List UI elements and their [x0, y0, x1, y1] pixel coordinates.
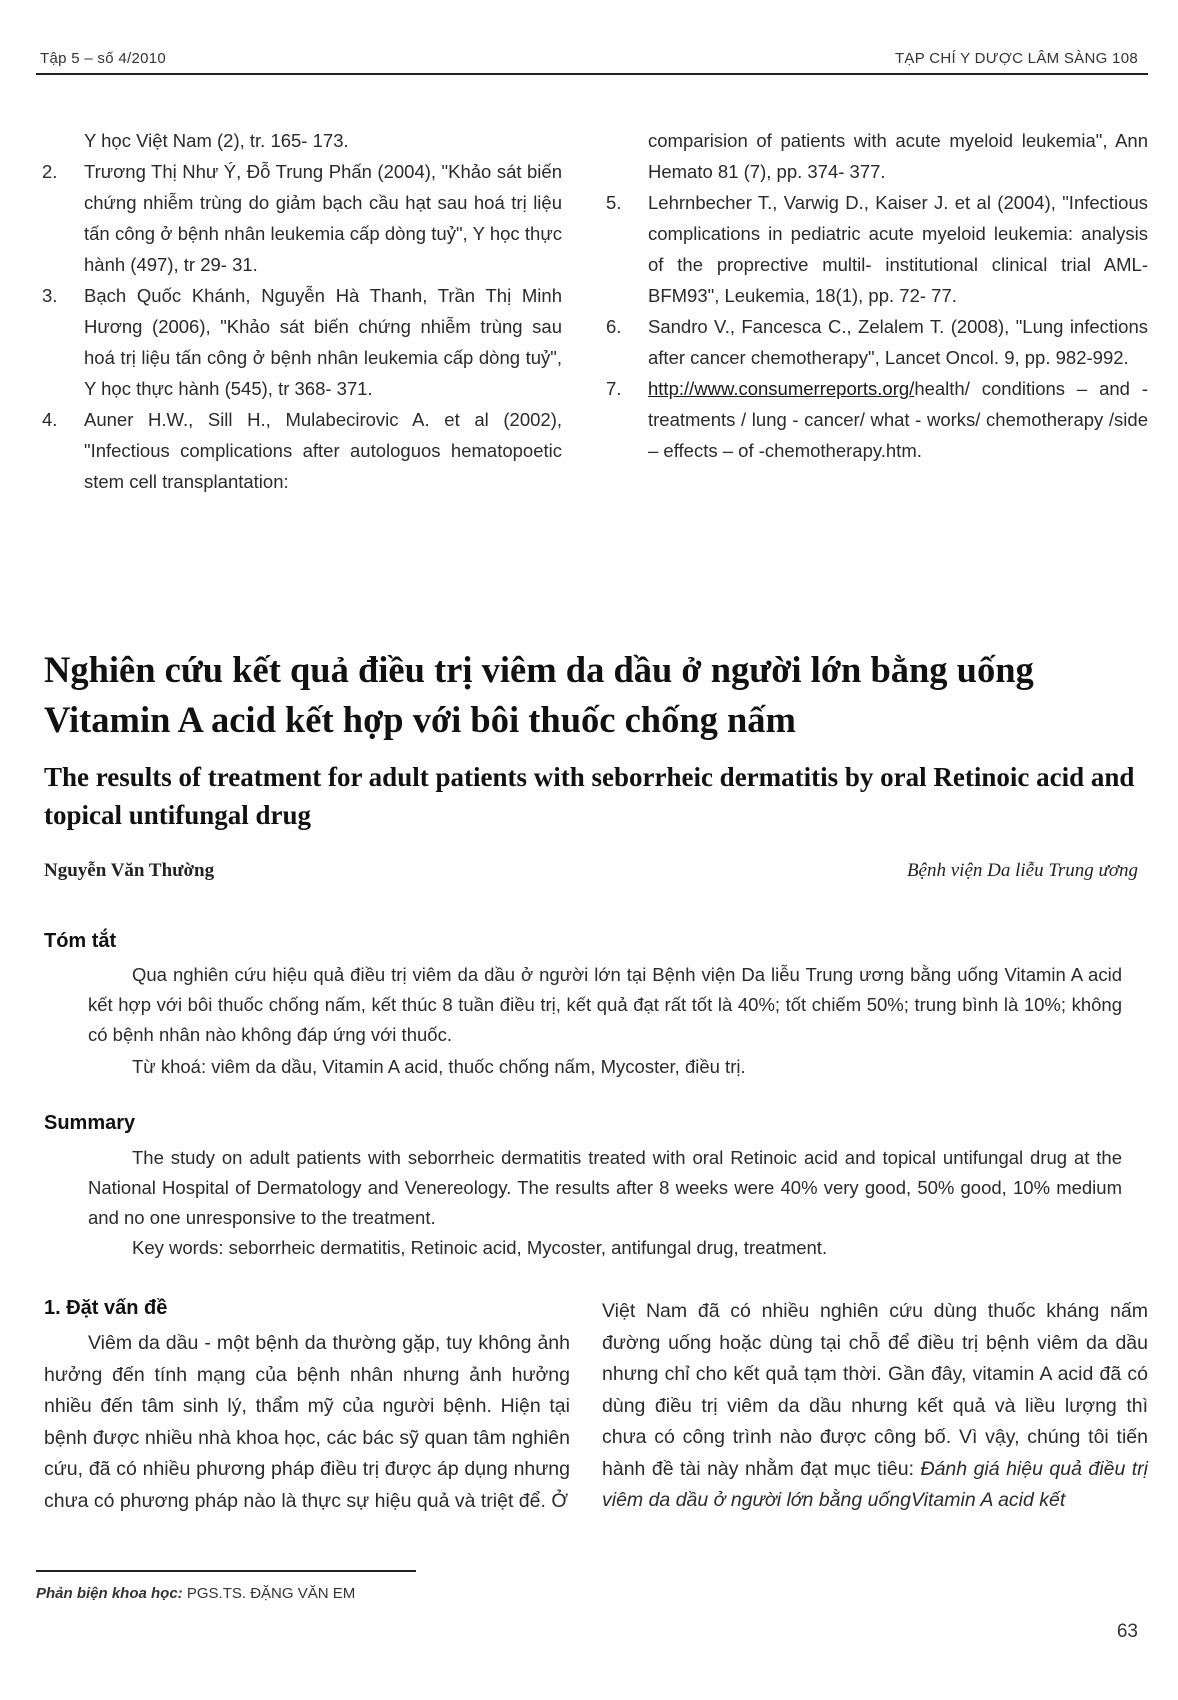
references-left-column: [42, 125, 562, 497]
reference-item: 4. Auner H.W., Sill H., Mulabecirovic A. et al (2002), "Infectious complications after autologuos hematopoetic stem cell transplantation:: [42, 409, 562, 492]
running-header-left: Tập 5 – số 4/2010: [40, 50, 167, 67]
study-objective: Đánh giá hiệu quả điều trị viêm da dầu ở người lớn bằng uốngVitamin A acid kết: [602, 1457, 1149, 1511]
section-1-paragraph-continued: Việt Nam đã có nhiều nghiên cứu dùng thuốc kháng nấm đường uống hoặc dùng tại chỗ để điều trị bệnh viêm da dầu nhưng chỉ cho kết quả tạm thời. Gần đây, vitamin A acid đã có dùng điều trị viêm da dầu nhưng kết quả và liều lượng thì chưa có công trình nào được công bố. Vì vậy, chúng tôi tiến hành đề tài này nhằm đạt mục tiêu: Đánh giá hiệu quả điều trị viêm da dầu ở người lớn bằng uốngVitamin A acid kết: [602, 1300, 1149, 1511]
article-title-english: The results of treatment for adult patients with seborrheic dermatitis by oral Retinoic acid and topical untifungal drug: [44, 762, 1135, 830]
reference-link[interactable]: http://www.consumerreports.org/: [648, 378, 915, 399]
abstract-vi-heading: Tóm tắt: [44, 930, 117, 952]
reference-item: 2. Trương Thị Như Ý, Đỗ Trung Phấn (2004), "Khảo sát biến chứng nhiễm trùng do giảm bạch cầu hạt sau hoá trị liệu tấn công ở bệnh nhân leukemia cấp dòng tuỷ", Y học thực hành (497), tr 29- 31.: [42, 161, 562, 275]
footnote-rule: [36, 1570, 416, 1572]
abstract-en-heading: Summary: [44, 1112, 136, 1134]
author-name: Nguyễn Văn Thường: [44, 860, 215, 881]
running-header-right: TẠP CHÍ Y DƯỢC LÂM SÀNG 108: [894, 50, 1138, 67]
section-1-right-column: [602, 1296, 1148, 1517]
reference-item: 7. http://www.consumerreports.org/health/ conditions – and - treatments / lung - cancer/ what - works/ chemotherapy /side – effects – of -chemotherapy.htm.: [606, 378, 1148, 461]
references-right-column: [606, 125, 1148, 466]
abstract-en-keywords: Key words: seborrheic dermatitis, Retinoic acid, Mycoster, antifungal drug, treatment.: [132, 1237, 828, 1258]
section-1-heading: 1. Đặt vấn đề: [44, 1297, 168, 1319]
reference-item: Y học Việt Nam (2), tr. 165- 173.: [84, 130, 349, 151]
page-number: 63: [1116, 1621, 1138, 1642]
reference-item: 5. Lehrnbecher T., Varwig D., Kaiser J. et al (2004), "Infectious complications in pediatric acute myeloid leukemia: analysis of the proprective multil- institutional clinical trial AML- BFM93", Leukemia, 18(1), pp. 72- 77.: [606, 192, 1148, 306]
reference-item: comparision of patients with acute myeloid leukemia", Ann Hemato 81 (7), pp. 374- 377.: [648, 130, 1148, 182]
abstract-vi-text: Qua nghiên cứu hiệu quả điều trị viêm da dầu ở người lớn tại Bệnh viện Da liễu Trung ương bằng uống Vitamin A acid kết hợp với bôi thuốc chống nấm, kết thúc 8 tuần điều trị, kết quả đạt rất tốt là 40%; tốt chiếm 50%; trung bình là 10%; không có bệnh nhân nào không đáp ứng với thuốc.: [88, 964, 1122, 1045]
reference-item: 6. Sandro V., Fancesca C., Zelalem T. (2008), "Lung infections after cancer chemotherapy", Lancet Oncol. 9, pp. 982-992.: [606, 316, 1148, 368]
abstract-en-text: The study on adult patients with seborrheic dermatitis treated with oral Retinoic acid and topical untifungal drug at the National Hospital of Dermatology and Venereology. The results after 8 weeks were 40% very good, 50% good, 10% medium and no one unresponsive to the treatment.: [88, 1147, 1122, 1228]
section-1-paragraph: Viêm da dầu - một bệnh da thường gặp, tuy không ảnh hưởng đến tính mạng của bệnh nhân nhưng ảnh hưởng nhiều đến tâm sinh lý, thẩm mỹ của người bệnh. Hiện tại bệnh được nhiều nhà khoa học, các bác sỹ quan tâm nghiên cứu, đã có nhiều phương pháp điều trị được áp dụng nhưng chưa có phương pháp nào là thực sự hiệu quả và triệt để. Ở: [44, 1332, 570, 1512]
author-affiliation: Bệnh viện Da liễu Trung ương: [906, 860, 1138, 881]
header-rule: [36, 73, 1148, 75]
section-1-left-column: [44, 1328, 570, 1517]
article-title-vietnamese: Nghiên cứu kết quả điều trị viêm da dầu ở người lớn bằng uống Vitamin A acid kết hợp với bôi thuốc chống nấm: [44, 649, 1034, 740]
reference-item: 3. Bạch Quốc Khánh, Nguyễn Hà Thanh, Trần Thị Minh Hương (2006), "Khảo sát biến chứng nhiễm trùng sau hoá trị liệu tấn công ở bệnh nhân leukemia cấp dòng tuỷ", Y học thực hành (545), tr 368- 371.: [42, 285, 562, 399]
reviewer-note: Phản biện khoa học: PGS.TS. ĐẶNG VĂN EM: [36, 1585, 356, 1602]
abstract-vi-keywords: Từ khoá: viêm da dầu, Vitamin A acid, thuốc chống nấm, Mycoster, điều trị.: [132, 1056, 746, 1077]
